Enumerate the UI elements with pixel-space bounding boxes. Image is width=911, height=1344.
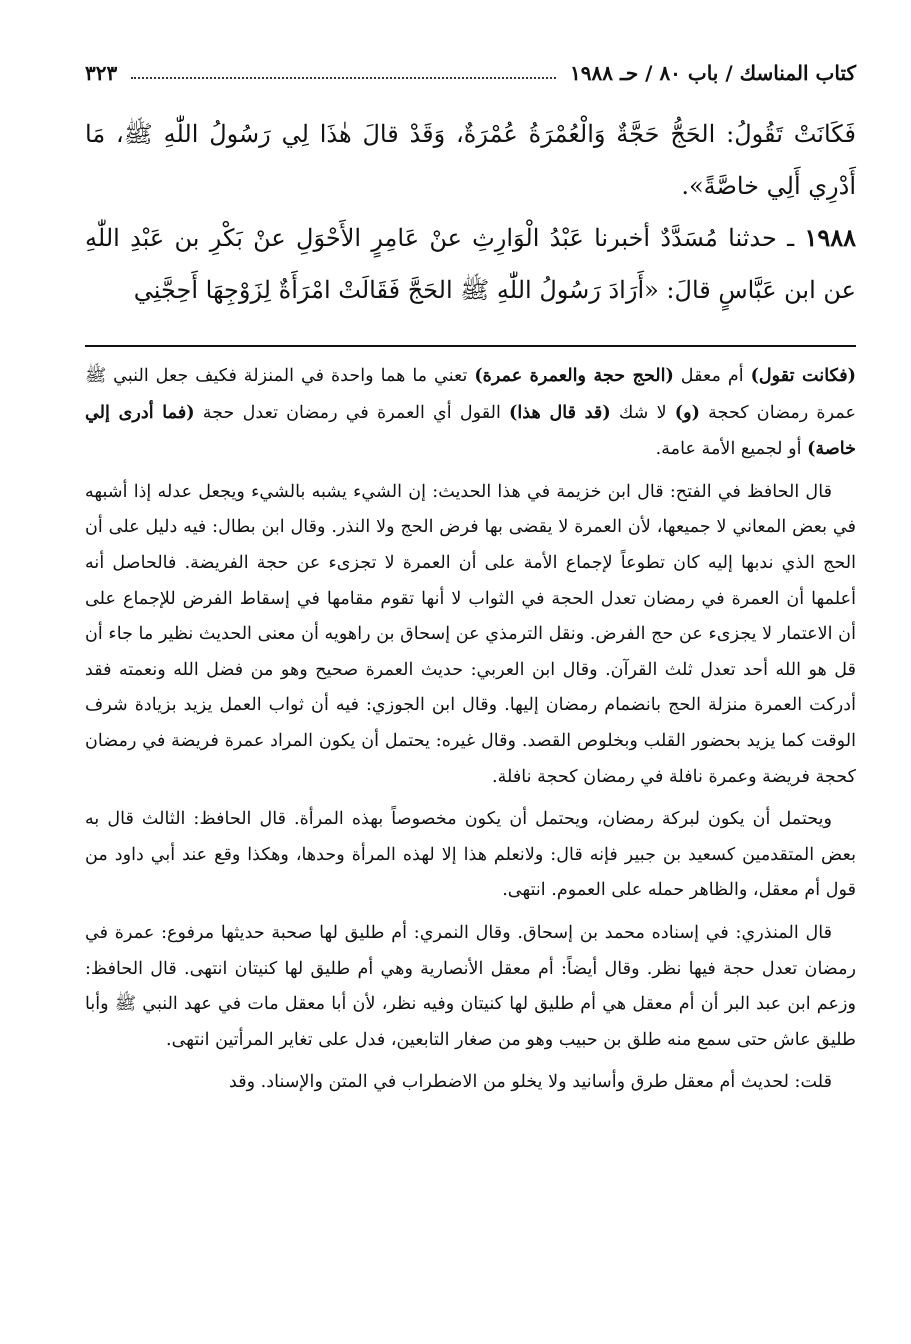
hadith-body: ـ حدثنا مُسَدَّدٌ أخبرنا عَبْدُ الْوَارِثِ عنْ عَامِرٍ الأَحْوَلِ عنْ بَكْرِ بن عَبْدِ اللّٰهِ عن ابن عَبَّاسٍ قالَ: «أَرَادَ رَسُولُ اللّٰهِ ﷺ الحَجَّ فَقَالَتْ امْرَأَةٌ لِزَوْجِهَا أَحِجَّنِي [85,224,856,304]
header-title: كتاب المناسك / باب ٨٠ / حـ ١٩٨٨ [570,61,856,85]
commentary-text: أم معقل [673,366,751,386]
commentary [85,358,856,1108]
commentary-paragraph-2: قال الحافظ في الفتح: قال ابن خزيمة في هذا الحديث: إن الشيء يشبه بالشيء ويجعل عدله إذا أشبهه في بعض المعاني لا جميعها، لأن العمرة لا يقضى بها فرض الحج ولا النذر. وقال ابن بطال: فيه دليل على أن الحج الذي ندبها إليه كان تطوعاً لإجماع الأمة على أن العمرة لا تجزىء عن حجة الفريضة. فالحاصل أنه أعلمها أن العمرة في رمضان تعدل الحجة في الثواب لا أنها تقوم مقامها في إسقاط الفرض للإجماع على أن الاعتمار لا يجزىء عن حج الفرض. ونقل الترمذي عن إسحاق بن راهويه أن معنى الحديث نظير ما جاء أن قل هو الله أحد تعدل ثلث القرآن. وقال ابن العربي: حديث العمرة صحيح وهو من فضل الله ونعمته فقد أدركت العمرة منزلة الحج بانضمام رمضان إليها. وقال ابن الجوزي: فيه أن ثواب العمل يزيد بزيادة شرف الوقت كما يزيد بحضور القلب وبخلوص القصد. وقال غيره: يحتمل أن يكون المراد عمرة فريضة في رمضان كحجة فريضة وعمرة نافلة في رمضان كحجة نافلة. [85,481,856,787]
footnote-divider [85,345,856,347]
running-header [85,56,856,90]
commentary-paragraph-1 [85,358,856,468]
commentary-text: القول أي العمرة في رمضان تعدل حجة [194,402,510,423]
commentary-text: أو لجميع الأمة عامة. [655,439,808,460]
commentary-paragraph-4: قال المنذري: في إسناده محمد بن إسحاق. وقال النمري: أم طليق لها صحبة حديثها مرفوع: عمرة في رمضان تعدل حجة فيها نظر. وقال أيضاً: أم معقل الأنصارية وهي أم طليق لها كنيتان انتهى. قال الحافظ: وزعم ابن عبد البر أن أم معقل هي أم طليق لها كنيتان وفيه نظر، لأن أبا معقل مات في عهد النبي ﷺ وأبا طليق عاش حتى سمع منه طلق بن حبيب وهو من صغار التابعين، فدل على تغاير المرأتين انتهى. [85,922,856,1050]
commentary-quote: (قد قال هذا) [509,401,611,423]
commentary-text: تعني ما هما واحدة في المنزلة فكيف جعل النبي ﷺ عمرة رمضان كحجة [85,366,857,423]
page-number: ٣٢٣ [85,61,118,85]
commentary-quote: (الحج حجة والعمرة عمرة) [474,365,674,386]
commentary-quote: (فكانت تقول) [750,365,857,386]
hadith-continuation: فَكَانَتْ تَقُولُ: الحَجُّ حَجَّةٌ وَالْعُمْرَةُ عُمْرَةٌ، وَقَدْ قالَ هٰذَا لِي رَسُولُ اللّٰهِ ﷺ، مَا أَدْرِي أَلِي خاصَّةً». [85,120,856,200]
commentary-quote: (و) [674,401,700,423]
commentary-quote: (فما أدرى إلي خاصة) [85,401,856,460]
commentary-paragraph-5: قلت: لحديث أم معقل طرق وأسانيد ولا يخلو من الاضطراب في المتن والإسناد. وقد [228,1072,832,1093]
hadith-number: ١٩٨٨ [804,223,856,252]
commentary-paragraph-3: ويحتمل أن يكون لبركة رمضان، ويحتمل أن يكون مخصوصاً بهذه المرأة. قال الحافظ: الثالث قال به بعض المتقدمين كسعيد بن جبير فإنه قال: ولانعلم هذا إلا لهذه المرأة وحدها، وهكذا وقع عند أبي داود من قول أم معقل، والظاهر حمله على العموم. انتهى. [85,809,856,901]
header-dot-leader [131,67,556,79]
hadith-text [85,108,856,316]
hadith-1988 [85,212,856,316]
commentary-text: لا شك [610,402,675,423]
